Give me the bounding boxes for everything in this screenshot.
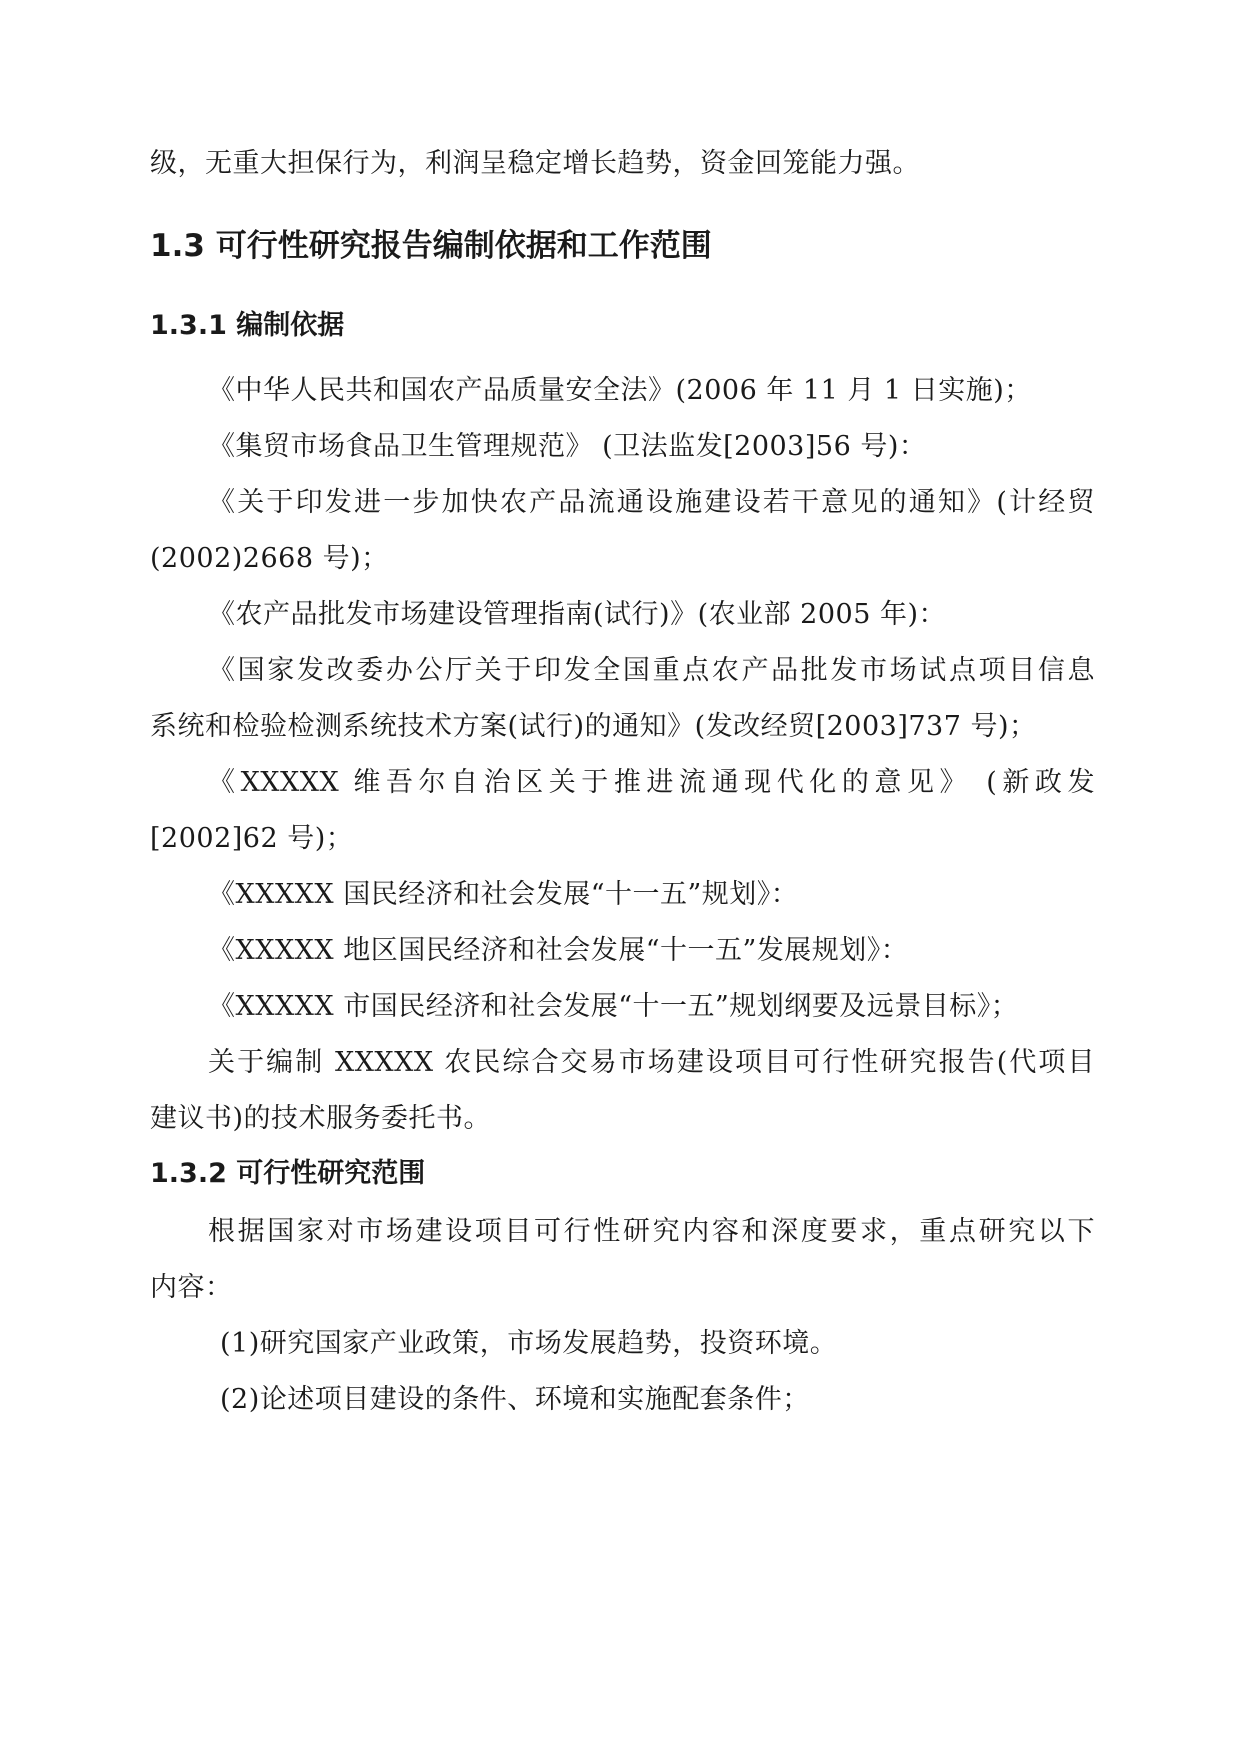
- basis-item-continuation: [2002]62 号)；: [150, 823, 354, 854]
- basis-item: 《国家发改委办公厅关于印发全国重点农产品批发市场试点项目信息: [208, 655, 1095, 686]
- scope-intro-continuation: 内容：: [150, 1272, 233, 1303]
- basis-item: 《关于印发进一步加快农产品流通设施建设若干意见的通知》(计经贸: [208, 487, 1095, 518]
- scope-list-item: (2)论述项目建设的条件、环境和实施配套条件；: [220, 1384, 810, 1415]
- basis-item: 《XXXXX 地区国民经济和社会发展“十一五”发展规划》：: [208, 935, 909, 966]
- basis-item-continuation: 系统和检验检测系统技术方案(试行)的通知》(发改经贸[2003]737 号)；: [150, 711, 1037, 742]
- scope-intro: 根据国家对市场建设项目可行性研究内容和深度要求，重点研究以下: [208, 1216, 1095, 1247]
- basis-item-continuation: (2002)2668 号)；: [150, 543, 389, 574]
- basis-item: 关于编制 XXXXX 农民综合交易市场建设项目可行性研究报告(代项目: [208, 1047, 1095, 1078]
- section-heading: 1.3 可行性研究报告编制依据和工作范围: [150, 228, 712, 264]
- scope-list-item: (1)研究国家产业政策，市场发展趋势，投资环境。: [220, 1328, 838, 1359]
- subsection-heading-scope: 1.3.2 可行性研究范围: [150, 1158, 426, 1189]
- basis-item: 《XXXXX 维吾尔自治区关于推进流通现代化的意见》 (新政发: [208, 767, 1095, 798]
- basis-item: 《中华人民共和国农产品质量安全法》(2006 年 11 月 1 日实施)；: [208, 375, 1032, 406]
- basis-item: 《XXXXX 国民经济和社会发展“十一五”规划》：: [208, 879, 799, 910]
- basis-item: 《集贸市场食品卫生管理规范》 (卫法监发[2003]56 号)：: [208, 431, 927, 462]
- basis-item-continuation: 建议书)的技术服务委托书。: [150, 1103, 492, 1134]
- paragraph-continuation: 级，无重大担保行为，利润呈稳定增长趋势，资金回笼能力强。: [150, 148, 920, 179]
- basis-item: 《XXXXX 市国民经济和社会发展“十一五”规划纲要及远景目标》；: [208, 991, 1019, 1022]
- basis-item: 《农产品批发市场建设管理指南(试行)》(农业部 2005 年)：: [208, 599, 947, 630]
- subsection-heading-basis: 1.3.1 编制依据: [150, 310, 345, 341]
